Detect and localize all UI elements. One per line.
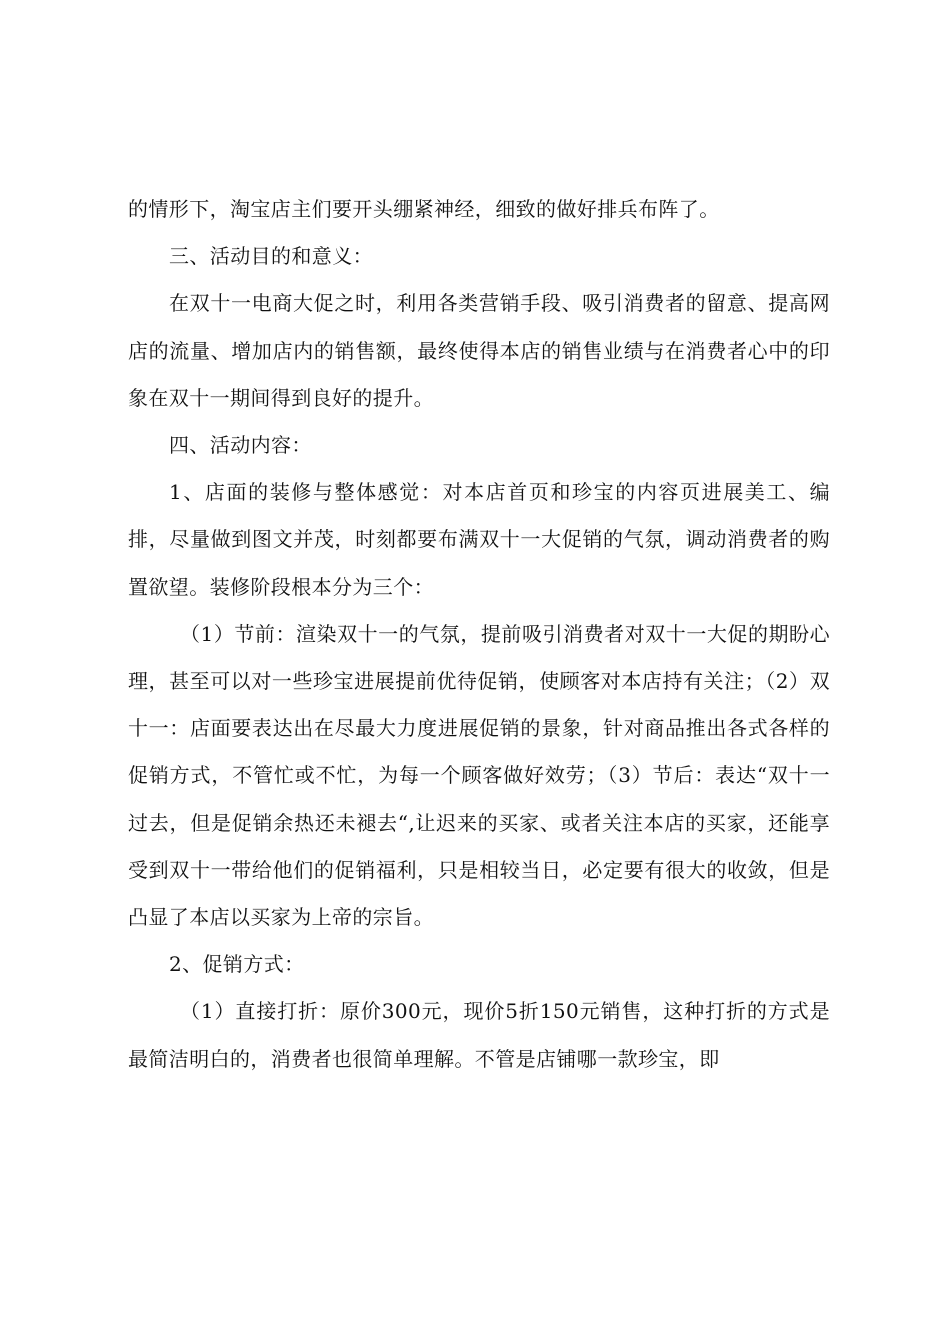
document-body <box>128 186 830 1083</box>
section-heading-purpose: 三、活动目的和意义： <box>169 244 373 269</box>
paragraph-purpose: 在双十一电商大促之时，利用各类营销手段、吸引消费者的留意、提高网店的流量、增加店内的销售额，最终使得本店的销售业绩与在消费者心中的印象在双十一期间得到良好的提升。 <box>128 291 830 410</box>
section-heading-content: 四、活动内容： <box>169 433 312 458</box>
paragraph-decoration: 1、店面的装修与整体感觉：对本店首页和珍宝的内容页进展美工、编排，尽量做到图文并茂，时刻都要布满双十一大促销的气氛，调动消费者的购置欲望。装修阶段根本分为三个： <box>128 480 830 599</box>
section-heading-promotion: 2、促销方式： <box>169 952 305 977</box>
paragraph-stages: （1）节前：渲染双十一的气氛，提前吸引消费者对双十一大促的期盼心理，甚至可以对一些珍宝进展提前优待促销，使顾客对本店持有关注；（2）双十一：店面要表达出在尽最大力度进展促销的景象，针对商品推出各式各样的促销方式，不管忙或不忙，为每一个顾客做好效劳；（3）节后：表达“双十一过去，但是促销余热还未褪去“,让迟来的买家、或者关注本店的买家，还能享受到双十一带给他们的促销福利，只是相较当日，必定要有很大的收敛，但是凸显了本店以买家为上帝的宗旨。 <box>128 621 830 930</box>
paragraph-discount: （1）直接打折：原价300元，现价5折150元销售，这种打折的方式是最简洁明白的，消费者也很简单理解。不管是店铺哪一款珍宝，即 <box>128 999 830 1071</box>
paragraph-continuation: 的情形下，淘宝店主们要开头绷紧神经，细致的做好排兵布阵了。 <box>128 197 720 221</box>
